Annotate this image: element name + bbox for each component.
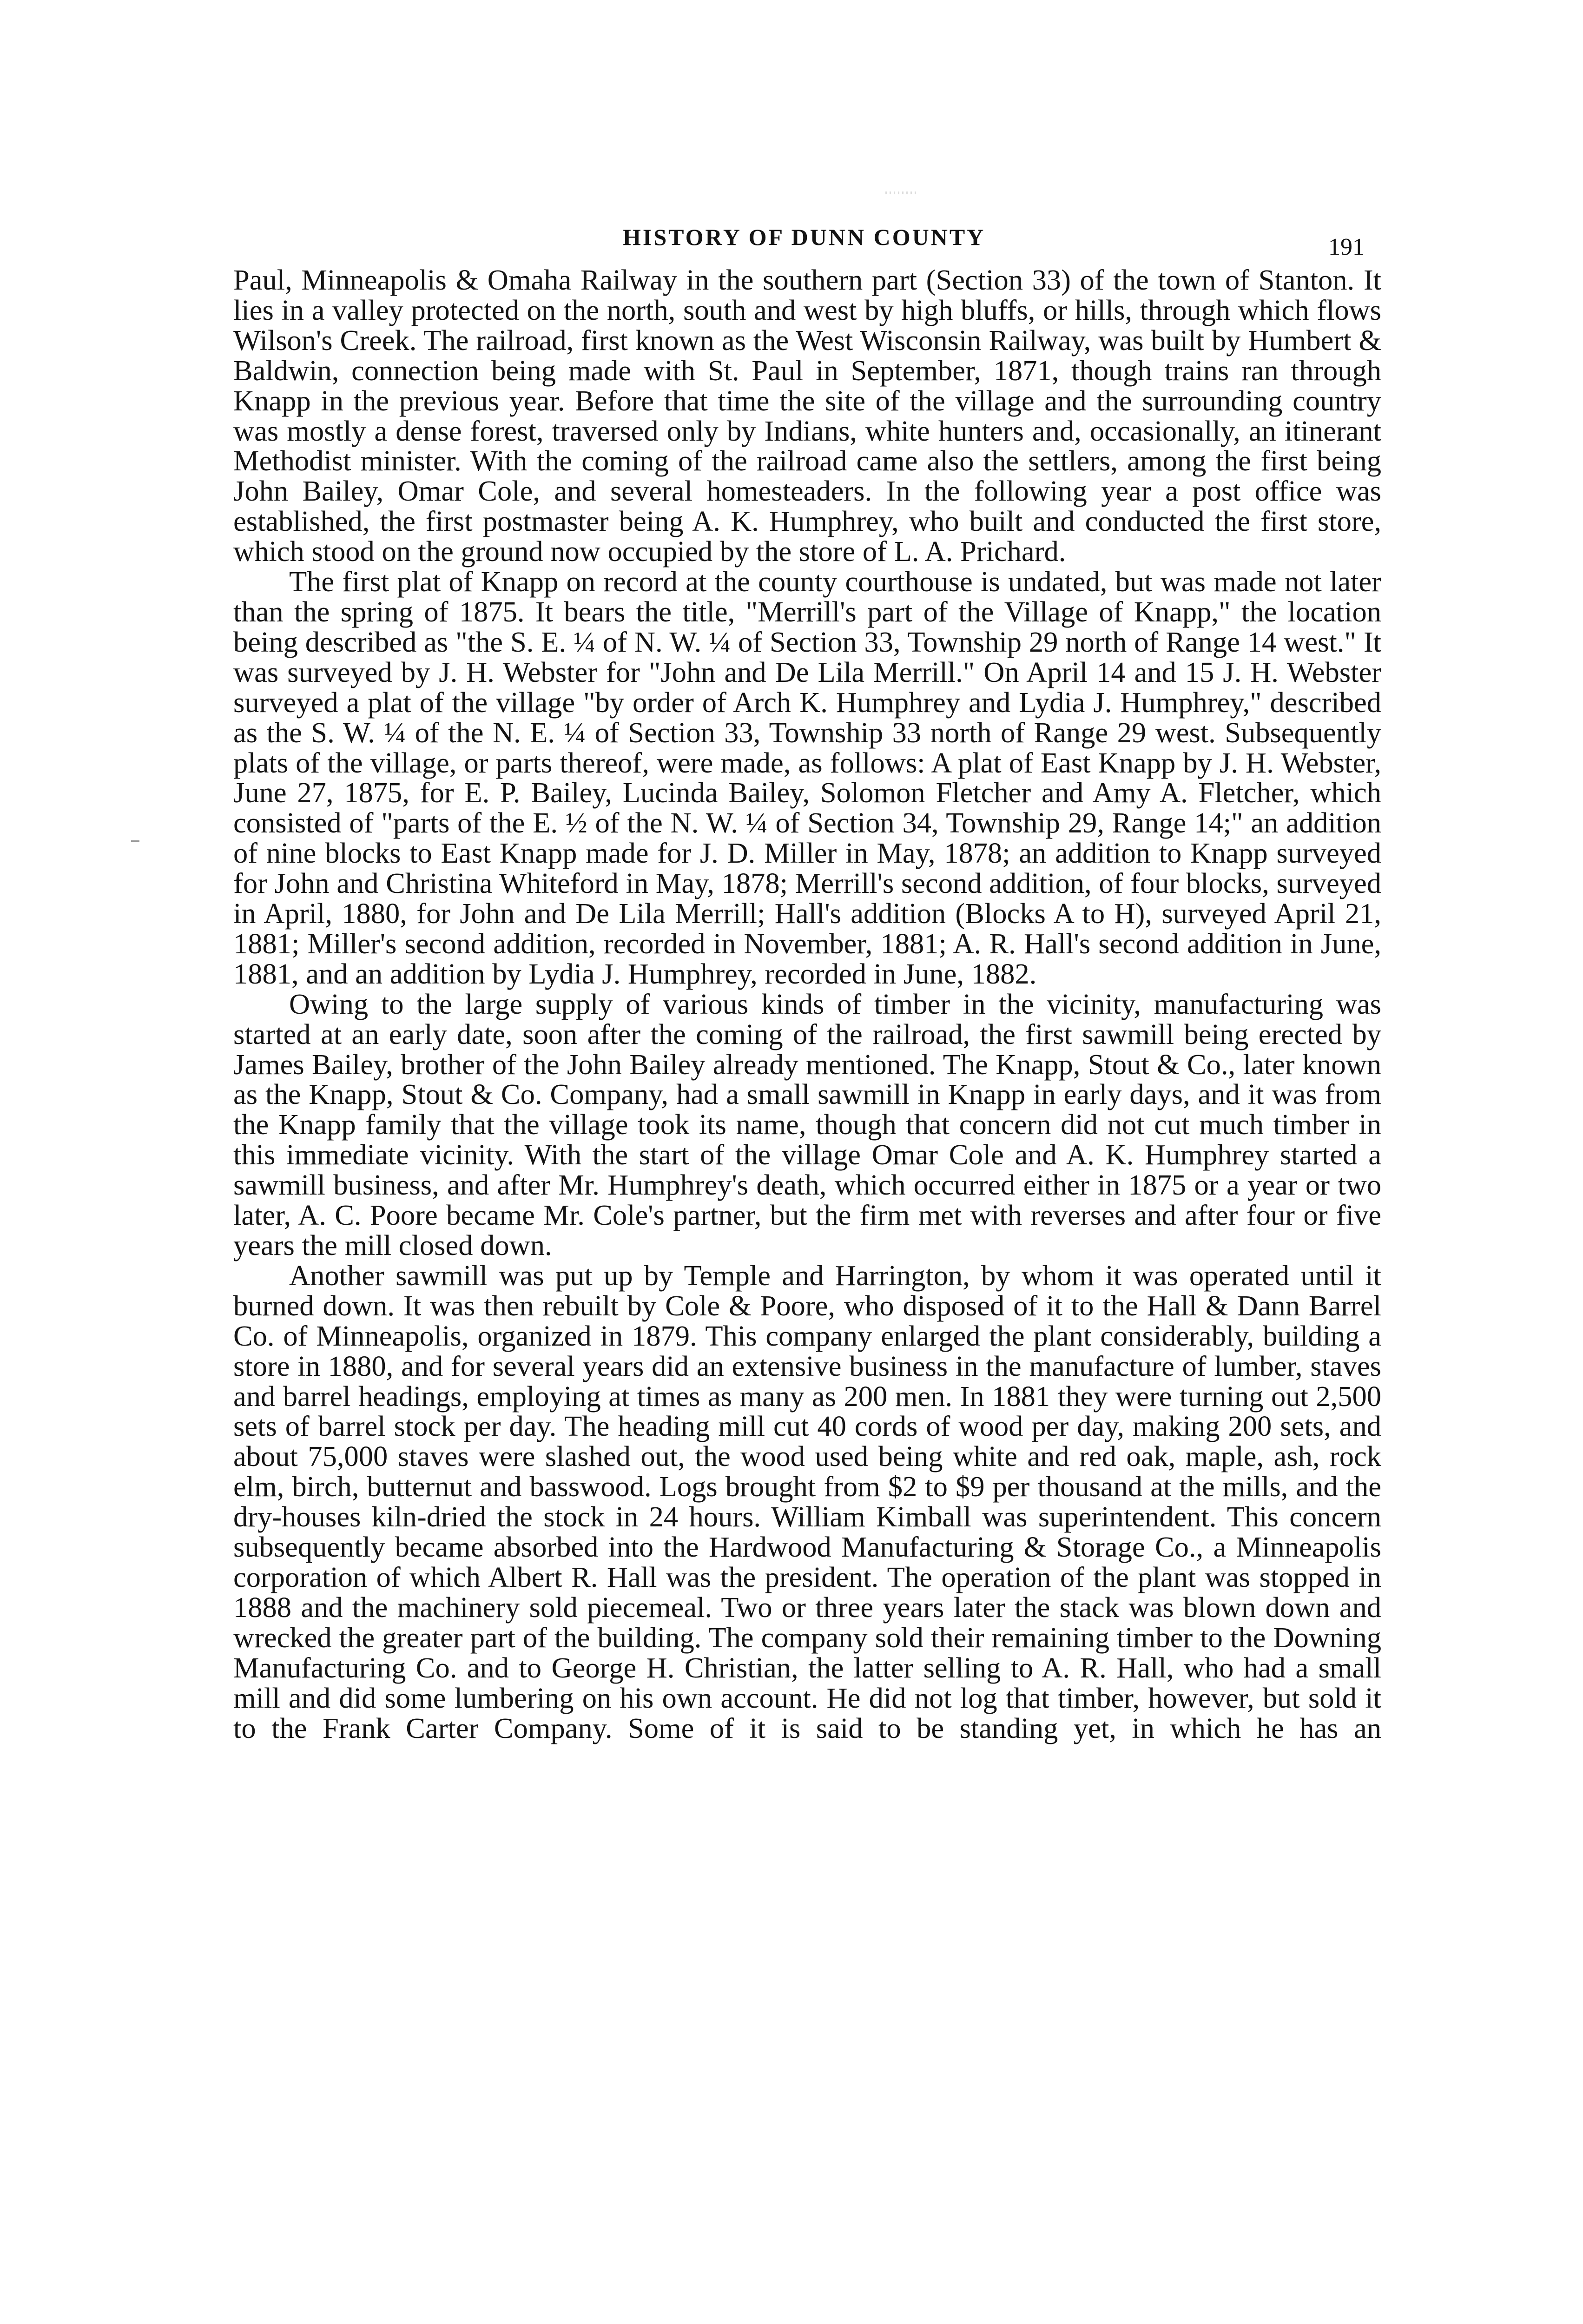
paragraph: The first plat of Knapp on record at the county courthouse is undated, but was made not later than the spring of 1875. It bears the title, "Merrill's part of the Village of Knapp," the location being described as "the S. E. ¼ of N. W. ¼ of Section 33, Township 29 north of Range 14 west." It was surveyed by J. H. Webster for "John and De Lila Merrill." On April 14 and 15 J. H. Webster surveyed a plat of the village "by order of Arch K. Humphrey and Lydia J. Humphrey," described as the S. W. ¼ of the N. E. ¼ of Section 33, Township 33 north of Range 29 west. Subsequently plats of the village, or parts thereof, were made, as follows: A plat of East Knapp by J. H. Webster, June 27, 1875, for E. P. Bailey, Lucinda Bailey, Solomon Fletcher and Amy A. Fletcher, which consisted of "parts of the E. ½ of the N. W. ¼ of Section 34, Township 29, Range 14;" an addition of nine blocks to East Knapp made for J. D. Miller in May, 1878; an addition to Knapp surveyed for John and Christina Whiteford in May, 1878; Merrill's second addition, of four blocks, surveyed in April, 1880, for John and De Lila Merrill; Hall's addition (Blocks A to H), surveyed April 21, 1881; Miller's second addition, recorded in November, 1881; A. R. Hall's second addition in June, 1881, and an addition by Lydia J. Humphrey, recorded in June, 1882. [233,565,1381,990]
margin-mark [131,840,139,842]
paper-speck [885,191,918,194]
running-title: HISTORY OF DUNN COUNTY [623,224,986,250]
paragraph: Another sawmill was put up by Temple and Harrington, by whom it was operated until it burned down. It was then rebuilt by Cole & Poore, who disposed of it to the Hall & Dann Barrel Co. of Minneapolis, organized in 1879. This company enlarged the plant considerably, building a store in 1880, and for several years did an extensive business in the manufacture of lumber, staves and barrel headings, employing at times as many as 200 men. In 1881 they were turning out 2,500 sets of barrel stock per day. The heading mill cut 40 cords of wood per day, making 200 sets, and about 75,000 staves were slashed out, the wood used being white and red oak, maple, ash, rock elm, birch, butternut and basswood. Logs brought from $2 to $9 per thousand at the mills, and the dry-houses kiln-dried the stock in 24 hours. William Kimball was superintendent. This concern subsequently became absorbed into the Hardwood Manufacturing & Storage Co., a Minneapolis corporation of which Albert R. Hall was the president. The operation of the plant was stopped in 1888 and the machinery sold piecemeal. Two or three years later the stack was blown down and wrecked the greater part of the building. The company sold their remaining timber to the Downing Manufacturing Co. and to George H. Christian, the latter selling to A. R. Hall, who had a small mill and did some lumbering on his own account. He did not log that timber, however, but sold it to the Frank Carter Company. Some of it is said to be standing yet, in which he has an [233,1259,1381,1744]
running-header [0,218,1583,260]
paragraph: Paul, Minneapolis & Omaha Railway in the southern part (Section 33) of the town of Stanton. It lies in a valley protected on the north, south and west by high bluffs, or hills, through which flows Wilson's Creek. The railroad, first known as the West Wisconsin Railway, was built by Humbert & Baldwin, connection being made with St. Paul in September, 1871, though trains ran through Knapp in the previous year. Before that time the site of the village and the surrounding country was mostly a dense forest, traversed only by Indians, white hunters and, occasionally, an itinerant Methodist minister. With the coming of the railroad came also the settlers, among the first being John Bailey, Omar Cole, and several homesteaders. In the following year a post office was established, the first postmaster being A. K. Humphrey, who built and conducted the first store, which stood on the ground now occupied by the store of L. A. Prichard. [233,264,1381,568]
paragraph: Owing to the large supply of various kinds of timber in the vicinity, manufacturing was started at an early date, soon after the coming of the railroad, the first sawmill being erected by James Bailey, brother of the John Bailey already mentioned. The Knapp, Stout & Co., later known as the Knapp, Stout & Co. Company, had a small sawmill in Knapp in early days, and it was from the Knapp family that the village took its name, though that concern did not cut much timber in this immediate vicinity. With the start of the village Omar Cole and A. K. Humphrey started a sawmill business, and after Mr. Humphrey's death, which occurred either in 1875 or a year or two later, A. C. Poore became Mr. Cole's partner, but the firm met with reverses and after four or five years the mill closed down. [233,987,1381,1261]
body-text [233,265,1381,1743]
page-number: 191 [1328,234,1365,260]
